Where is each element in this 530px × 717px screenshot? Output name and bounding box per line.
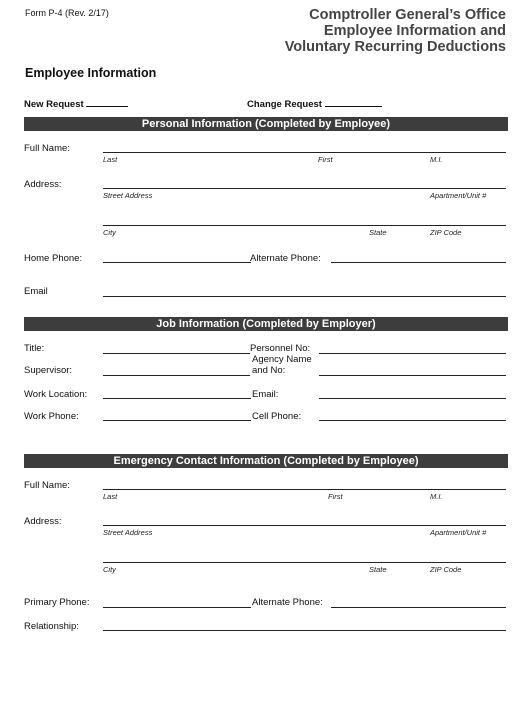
section-heading: Employee Information <box>25 66 157 80</box>
email-line[interactable] <box>103 296 506 297</box>
agency-name-label-2: and No: <box>252 365 286 376</box>
supervisor-label: Supervisor: <box>24 365 73 376</box>
emergency-state-caption: State <box>369 565 387 574</box>
emergency-city-caption: City <box>103 565 116 574</box>
cell-phone-label: Cell Phone: <box>252 411 302 422</box>
new-request-blank[interactable] <box>86 96 128 107</box>
emergency-alternate-phone-line[interactable] <box>331 607 506 608</box>
change-request-blank[interactable] <box>325 96 382 107</box>
cell-phone-line[interactable] <box>319 420 506 421</box>
alternate-phone-label: Alternate Phone: <box>250 253 321 264</box>
apartment-caption: Apartment/Unit # <box>430 191 487 200</box>
emergency-city-line[interactable] <box>103 562 506 563</box>
emergency-zip-caption: ZIP Code <box>430 565 462 574</box>
job-email-label: Email: <box>252 389 279 400</box>
form-title-line-1: Comptroller General’s Office <box>309 7 506 23</box>
agency-name-line[interactable] <box>319 375 506 376</box>
title-label: Title: <box>24 343 45 354</box>
personnel-no-label: Personnel No: <box>250 343 311 354</box>
form-title-line-2: Employee Information and <box>323 23 506 39</box>
agency-name-label-1: Agency Name <box>252 354 312 365</box>
change-request-label: Change Request <box>247 99 322 110</box>
city-caption: City <box>103 228 116 237</box>
new-request-field[interactable] <box>24 96 128 110</box>
first-name-caption: First <box>318 155 333 164</box>
emergency-address-label: Address: <box>24 516 62 527</box>
personnel-no-line[interactable] <box>319 353 506 354</box>
emergency-mi-caption: M.I. <box>430 492 443 501</box>
email-label: Email <box>24 286 48 297</box>
work-location-label: Work Location: <box>24 389 88 400</box>
change-request-field[interactable] <box>247 96 382 110</box>
emergency-street-line[interactable] <box>103 525 506 526</box>
form-number: Form P-4 (Rev. 2/17) <box>25 8 109 18</box>
state-caption: State <box>369 228 387 237</box>
emergency-last-caption: Last <box>103 492 118 501</box>
supervisor-line[interactable] <box>103 375 250 376</box>
home-phone-line[interactable] <box>103 262 251 263</box>
form-title <box>285 7 506 55</box>
personal-info-bar: Personal Information (Completed by Employee) <box>24 117 508 131</box>
full-name-label: Full Name: <box>24 143 70 154</box>
primary-phone-line[interactable] <box>103 607 251 608</box>
address-label: Address: <box>24 179 62 190</box>
new-request-label: New Request <box>24 99 84 110</box>
form-title-line-3: Voluntary Recurring Deductions <box>284 39 506 55</box>
street-address-line[interactable] <box>103 188 506 189</box>
zip-caption: ZIP Code <box>430 228 462 237</box>
job-info-bar: Job Information (Completed by Employer) <box>24 317 508 331</box>
last-name-caption: Last <box>103 155 118 164</box>
work-location-line[interactable] <box>103 398 251 399</box>
work-phone-label: Work Phone: <box>24 411 79 422</box>
emergency-street-caption: Street Address <box>103 528 153 537</box>
work-phone-line[interactable] <box>103 420 251 421</box>
emergency-info-bar: Emergency Contact Information (Completed by Employee) <box>24 454 508 468</box>
title-line[interactable] <box>103 353 250 354</box>
street-address-caption: Street Address <box>103 191 153 200</box>
mi-caption: M.I. <box>430 155 443 164</box>
city-line[interactable] <box>103 225 506 226</box>
relationship-label: Relationship: <box>24 621 79 632</box>
relationship-line[interactable] <box>103 630 506 631</box>
emergency-full-name-label: Full Name: <box>24 480 70 491</box>
emergency-full-name-line[interactable] <box>103 489 506 490</box>
emergency-first-caption: First <box>328 492 343 501</box>
emergency-alternate-phone-label: Alternate Phone: <box>252 597 323 608</box>
alternate-phone-line[interactable] <box>331 262 506 263</box>
full-name-line[interactable] <box>103 152 506 153</box>
job-email-line[interactable] <box>319 398 506 399</box>
primary-phone-label: Primary Phone: <box>24 597 90 608</box>
emergency-apartment-caption: Apartment/Unit # <box>430 528 487 537</box>
home-phone-label: Home Phone: <box>24 253 83 264</box>
